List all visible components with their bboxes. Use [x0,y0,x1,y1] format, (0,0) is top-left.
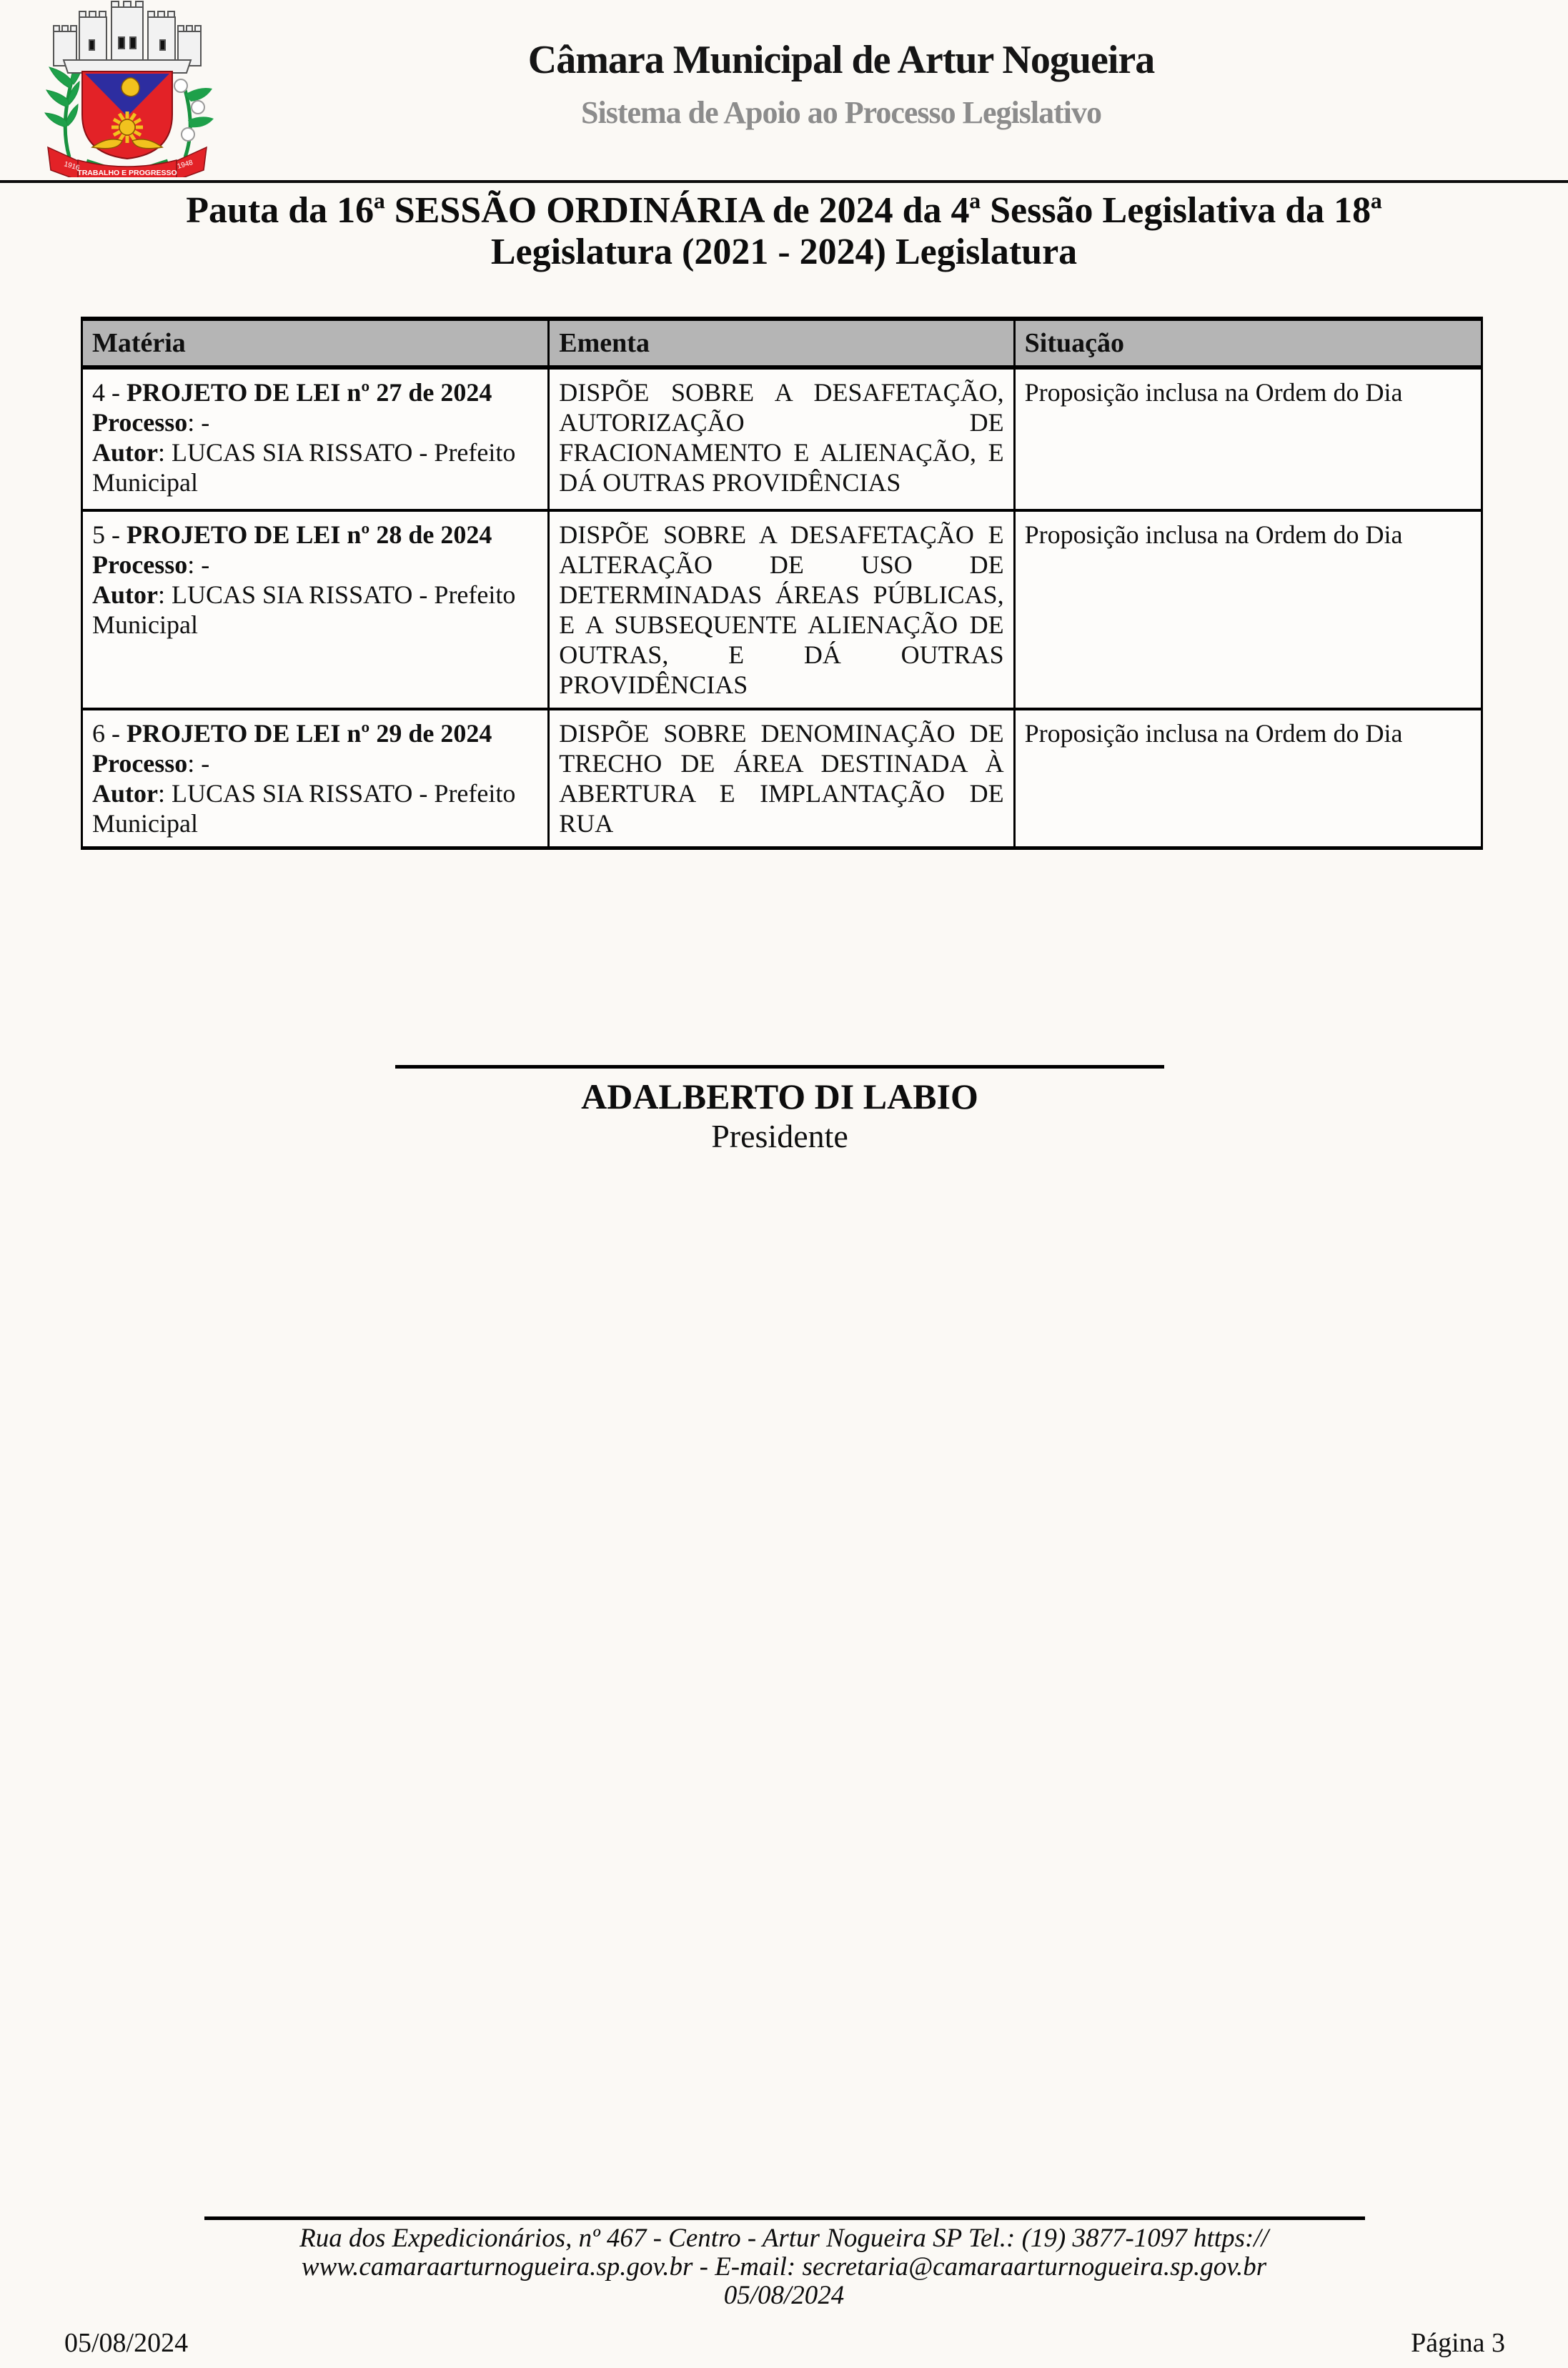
materia-autor-line: Autor: LUCAS SIA RISSATO - Prefeito Municipal [92,438,516,497]
materia-cell [83,710,550,846]
signer-name: ADALBERTO DI LABIO [581,1076,978,1116]
materia-title-line: 6 - PROJETO DE LEI nº 29 de 2024 [92,719,492,748]
footer-date-line: 05/08/2024 [723,2281,845,2310]
footer-address-line1: Rua dos Expedicionários, nº 467 - Centro - Artur Nogueira SP Tel.: (19) 3877-1097 https:// [299,2224,1269,2253]
column-header-ementa: Ementa [550,321,1015,365]
ribbon-motto: TRABALHO E PROGRESSO [77,169,177,177]
table-row [83,370,1481,512]
table-header-row [83,321,1481,370]
page-number: Página 3 [1411,2328,1505,2358]
signature-line [395,1065,1164,1069]
materia-autor-line: Autor: LUCAS SIA RISSATO - Prefeito Municipal [92,580,516,639]
system-subtitle: Sistema de Apoio ao Processo Legislativo [581,95,1101,130]
materia-title-line: 5 - PROJETO DE LEI nº 28 de 2024 [92,520,492,549]
situacao-cell: Proposição inclusa na Ordem do Dia [1024,719,1403,748]
header-text-block [114,0,1568,131]
signature-block [395,1065,1164,1156]
materia-processo-line: Processo: - [92,408,210,437]
table-row [83,710,1481,846]
document-title-line2: Legislatura (2021 - 2024) Legislatura [490,232,1078,272]
column-header-situacao: Situação [1024,328,1124,358]
materia-processo-line: Processo: - [92,550,210,579]
footer-address-line2: www.camaraarturnogueira.sp.gov.br - E-mail: secretaria@camaraarturnogueira.sp.gov.br [301,2252,1267,2282]
ementa-cell: DISPÕE SOBRE A DESAFETAÇÃO, AUTORIZAÇÃO DE FRACIONAMENTO E ALIENAÇÃO, E DÁ OUTRAS PROVIDÊNCIAS [550,370,1015,509]
column-header-materia: Matéria [83,321,550,365]
header-divider [0,180,1568,183]
materia-cell [83,370,550,509]
materia-autor-line: Autor: LUCAS SIA RISSATO - Prefeito Municipal [92,779,516,838]
table-row [83,512,1481,710]
footer-address-block [0,2224,1568,2310]
document-title [0,190,1568,273]
materias-table [81,317,1483,850]
footer-divider [204,2216,1365,2220]
organization-title: Câmara Municipal de Artur Nogueira [527,38,1155,82]
materia-title-line: 4 - PROJETO DE LEI nº 27 de 2024 [92,378,492,407]
materia-cell [83,512,550,708]
situacao-cell: Proposição inclusa na Ordem do Dia [1024,378,1403,407]
signer-role: Presidente [711,1118,848,1154]
page-footer-date: 05/08/2024 [64,2328,189,2358]
ribbon-year-right: 1948 [176,159,194,171]
ementa-cell: DISPÕE SOBRE DENOMINAÇÃO DE TRECHO DE ÁREA DESTINADA À ABERTURA E IMPLANTAÇÃO DE RUA [550,710,1015,846]
situacao-cell: Proposição inclusa na Ordem do Dia [1024,520,1403,549]
document-title-line1: Pauta da 16ª SESSÃO ORDINÁRIA de 2024 da 4ª Sessão Legislativa da 18ª [186,190,1382,231]
ribbon-year-left: 1916 [63,160,81,173]
ementa-cell: DISPÕE SOBRE A DESAFETAÇÃO E ALTERAÇÃO DE USO DE DETERMINADAS ÁREAS PÚBLICAS, E A SUBSEQUENTE ALIENAÇÃO DE OUTRAS, E DÁ OUTRAS PROVIDÊNCIAS [550,512,1015,708]
materia-processo-line: Processo: - [92,749,210,778]
